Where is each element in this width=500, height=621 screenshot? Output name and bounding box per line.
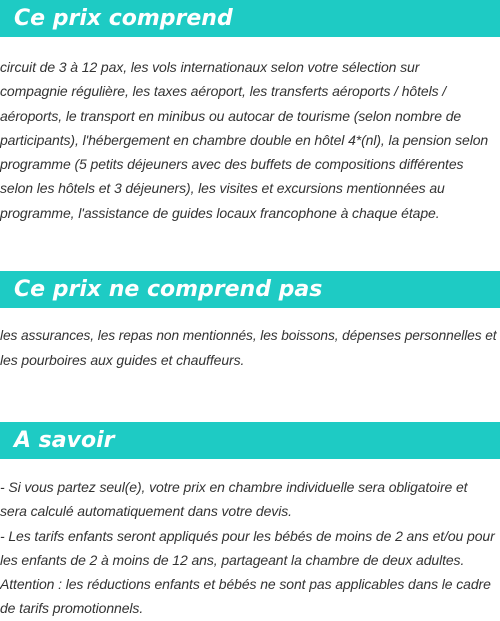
text-line: les pourboires aux guides et chauffeurs. — [0, 352, 245, 369]
section-body-ce-prix-comprend — [0, 55, 500, 225]
text-line: Attention : les réductions enfants et bébés ne sont pas applicables dans le cadre — [0, 576, 491, 593]
text-line: de tarifs promotionnels. — [0, 600, 144, 617]
text-line: - Les tarifs enfants seront appliqués pour les bébés de moins de 2 ans et/ou pour — [0, 527, 495, 544]
text-line: programme, l'assistance de guides locaux francophone à chaque étape. — [0, 204, 440, 221]
text-line: sera calculé automatiquement dans votre devis. — [0, 503, 292, 520]
section-body-a-savoir — [0, 475, 500, 621]
text-line: participants), l'hébergement en chambre double en hôtel 4*(nl), la pension selon — [0, 131, 489, 148]
text-line: compagnie régulière, les taxes aéroport, les transferts aéroports / hôtels / — [0, 83, 447, 100]
section-header-ce-prix-ne-comprend-pas: Ce prix ne comprend pas — [0, 271, 500, 308]
text-line: les assurances, les repas non mentionnés, les boissons, dépenses personnelles et — [0, 328, 497, 343]
section-header-ce-prix-comprend: Ce prix comprend — [0, 0, 500, 37]
text-line: les enfants de 2 à moins de 12 ans, partageant la chambre de deux adultes. — [0, 551, 465, 568]
text-line: selon les hôtels et 3 déjeuners), les visites et excursions mentionnées au — [0, 180, 445, 197]
section-header-a-savoir: A savoir — [0, 422, 500, 459]
text-line: programme (5 petits déjeuners avec des buffets de compositions différentes — [0, 156, 464, 173]
text-line: - Si vous partez seul(e), votre prix en chambre individuelle sera obligatoire et — [0, 479, 468, 495]
text-line: aéroports, le transport en minibus ou autocar de tourisme (selon nombre de — [0, 107, 462, 124]
section-body-ce-prix-ne-comprend-pas — [0, 324, 500, 373]
text-line: circuit de 3 à 12 pax, les vols internationaux selon votre sélection sur — [0, 59, 420, 75]
